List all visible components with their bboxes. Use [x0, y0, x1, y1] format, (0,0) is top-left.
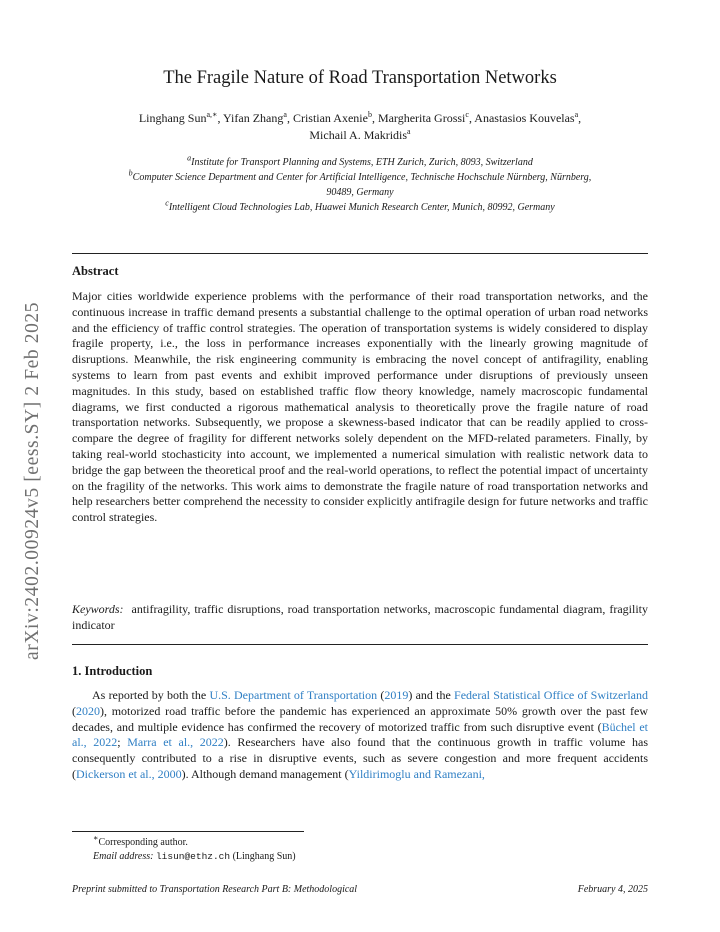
affiliation-mark: c	[165, 198, 169, 208]
intro-text: ), motorized road traffic before the pandemic has experienced an approximate 50% growth over the past few decades, and multiple evidence has confirmed the recovery of motorized traffic from such disruptive event (	[72, 703, 648, 734]
paper-title: The Fragile Nature of Road Transportation Networks	[163, 68, 557, 88]
intro-text: As reported by both the	[92, 688, 210, 702]
footnote-note: Corresponding author.	[98, 837, 188, 848]
keywords-text: antifragility, traffic disruptions, road transportation networks, macroscopic fundamental diagram, fragility indicator	[72, 602, 649, 632]
intro-text: ). Although demand management (	[181, 766, 349, 781]
keywords	[72, 602, 648, 634]
arxiv-identifier: arXiv:2402.00924v5 [eess.SY] 2 Feb 2025	[22, 301, 43, 660]
introduction-body	[72, 688, 648, 783]
author-affiliation-mark: a	[574, 110, 579, 119]
section-heading-introduction: 1. Introduction	[72, 664, 153, 678]
email-address[interactable]: lisun@ethz.ch	[155, 851, 231, 862]
intro-text: ;	[117, 735, 128, 750]
author-affiliation-mark: a	[407, 127, 411, 136]
citation-link[interactable]: U.S. Department of Transportation	[209, 688, 378, 702]
footnote-email	[93, 850, 296, 864]
citation-link[interactable]: Federal Statistical Office of Switzerland	[454, 688, 648, 702]
author	[223, 111, 287, 125]
footer-date: February 4, 2025	[577, 884, 648, 895]
author-affiliation-mark: a	[283, 110, 287, 119]
citation-link[interactable]: Dickerson et al., 2000	[76, 766, 182, 781]
abstract-body: Major cities worldwide experience problems with the performance of their road transportation networks, and the continuous increase in traffic demand presents a substantial challenge to the optimal operation of urban road networks and the efficiency of traffic control strategies. The operation of transportation systems is widely considered to display fragile property, i.e., the loss in performance increases exponentially with the linearly growing magnitude of disruptions. Meanwhile, the risk engineering community is embracing the novel concept of antifragility, enabling systems to learn from past events and exhibit improved performance under disruptions of previously unseen magnitudes. In this study, based on established traffic flow theory knowledge, namely macroscopic fundamental diagrams, we first conducted a rigorous mathematical analysis to theoretically prove the fragile nature of road transportation networks. Subsequently, we propose a skewness-based indicator that can be readily applied to cross-compare the degree of fragility for different networks solely dependent on the MFD-related parameters. Finally, by taking real-world stochasticity into account, we implemented a numerical simulation with realistic network data to bridge the gap between the theoretical proof and the real-world operations, to reflect the potential impact of uncertainty on the fragility of the networks. This work aims to demonstrate the fragile nature of road transportation networks and help researchers better comprehend the necessity to consider explicitly antifragile design for future networks and traffic control strategies.	[72, 289, 648, 525]
affiliation-mark: b	[128, 168, 133, 178]
author	[139, 111, 218, 125]
footnote	[93, 833, 296, 864]
footnote-mark: ∗	[93, 833, 99, 843]
affiliation-list	[75, 155, 645, 215]
author-affiliation-mark: b	[367, 110, 372, 119]
keywords-label: Keywords:	[72, 602, 124, 616]
intro-text: ) and the	[408, 688, 455, 702]
footnote-corresponding	[93, 833, 296, 850]
intro-text: ). Researchers have also found that the continuous growth in traffic volume has consequently contributed to a rise in disruptive events, such as severe congestion and more frequent accidents (	[72, 735, 649, 781]
affiliation	[75, 200, 645, 215]
author	[309, 128, 410, 142]
citation-link[interactable]: Yildirimoglu and Ramezani,	[348, 766, 485, 781]
author-name: Michail A. Makridis	[309, 128, 408, 142]
footnote-rule	[72, 831, 304, 832]
abstract-heading: Abstract	[72, 264, 119, 278]
affiliation-mark: a	[187, 153, 192, 163]
intro-text: (	[72, 703, 76, 718]
author-name: Yifan Zhang	[223, 111, 284, 125]
affiliation	[75, 155, 645, 170]
author-list: Linghang Sun$^{a,∗}$, Yifan Zhang$^a$, Cristian Axenie$^b$, Margherita Grossi$^c$, Anastasios Kouvelas$^a$, Michail A. Makridis$^a$	[138, 110, 582, 142]
affiliation	[115, 170, 605, 200]
abstract-top-rule	[72, 253, 648, 254]
affiliation-text: Institute for Transport Planning and Systems, ETH Zurich, Zurich, 8093, Switzerland	[191, 157, 533, 168]
footer-journal: Preprint submitted to Transportation Research Part B: Methodological	[72, 884, 358, 895]
intro-text: (	[377, 688, 385, 702]
author-name: Linghang Sun	[138, 111, 207, 125]
author-affiliation-mark: a,∗	[206, 110, 218, 119]
email-label: Email address:	[93, 851, 154, 862]
author-affiliation-mark: c	[465, 110, 469, 119]
abstract-bottom-rule	[72, 644, 648, 645]
author-name: Cristian Axenie	[292, 111, 368, 125]
author	[293, 111, 372, 125]
citation-link[interactable]: Büchel et al., 2022	[72, 719, 648, 750]
affiliation-text: Intelligent Cloud Technologies Lab, Huawei Munich Research Center, Munich, 80992, Germany	[168, 202, 555, 213]
affiliation-text: Computer Science Department and Center for Artificial Intelligence, Technische Hochschule Nürnberg, Nürnberg, 90489, Germany	[132, 172, 592, 198]
citation-link[interactable]: 2019	[384, 688, 409, 702]
email-owner: (Linghang Sun)	[232, 851, 296, 862]
author	[378, 111, 469, 125]
author	[474, 111, 578, 125]
citation-link[interactable]: Marra et al., 2022	[127, 735, 224, 750]
author-name: Anastasios Kouvelas	[474, 111, 575, 125]
author-name: Margherita Grossi	[377, 111, 466, 125]
citation-link[interactable]: 2020	[76, 703, 100, 718]
